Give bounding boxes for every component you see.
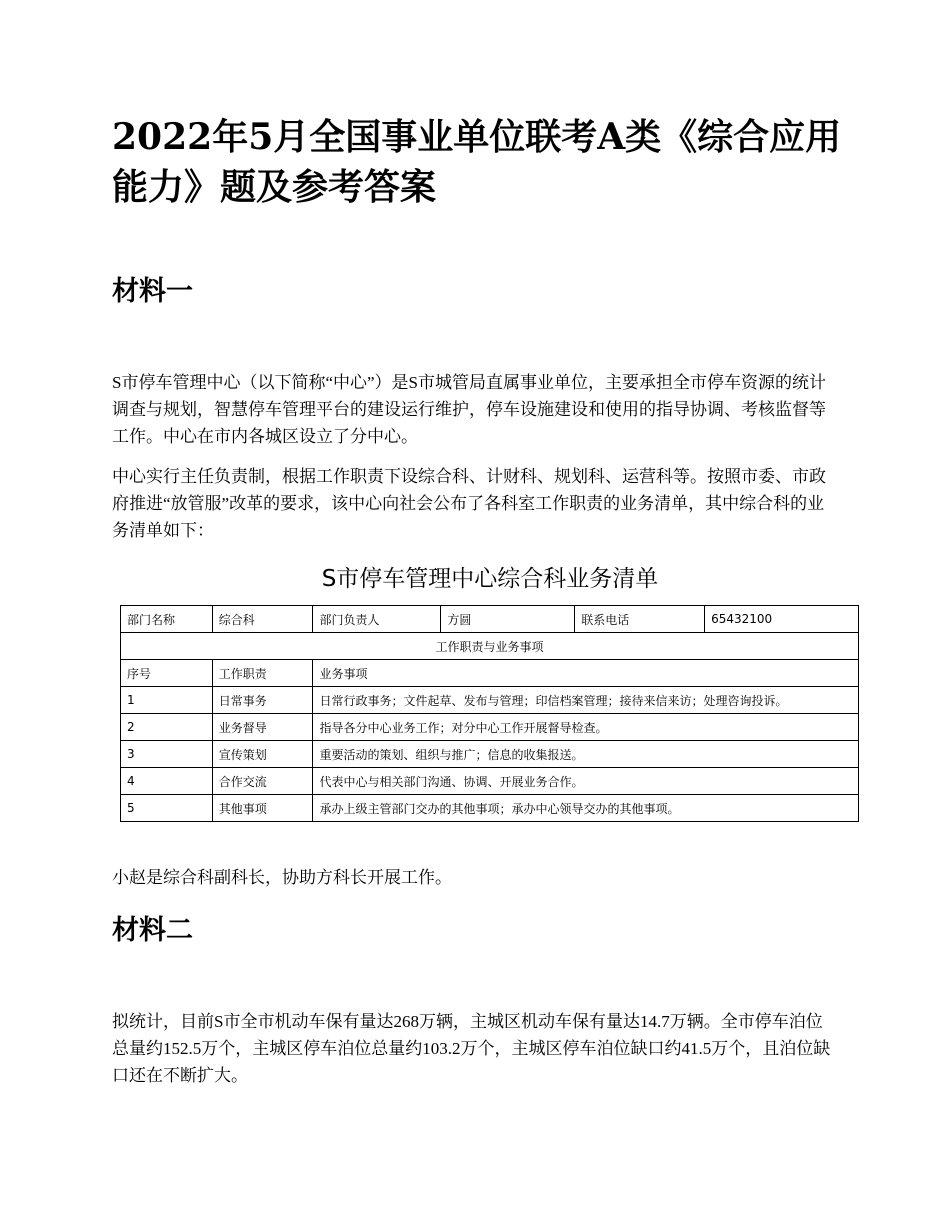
material-two-heading: 材料二 — [112, 915, 193, 946]
row-duty: 其他事项 — [212, 795, 313, 822]
material-one-paragraph-1: S市停车管理中心（以下简称“中心”）是S市城管局直属事业单位，主要承担全市停车资源的统计调查与规划，智慧停车管理平台的建设运行维护，停车设施建设和使用的指导协调、考核监督等工作。中心在市内各城区设立了分中心。 — [112, 373, 826, 446]
row-items: 指导各分中心业务工作；对分中心工作开展督导检查。 — [313, 714, 859, 741]
row-number: 5 — [121, 795, 213, 822]
row-number: 1 — [121, 687, 213, 714]
column-header: 序号 — [121, 660, 213, 687]
business-list-table — [120, 605, 859, 822]
section-title: 工作职责与业务事项 — [121, 633, 859, 660]
table-info-row — [121, 606, 859, 633]
row-duty: 宣传策划 — [212, 741, 313, 768]
row-duty: 业务督导 — [212, 714, 313, 741]
table-row — [121, 768, 859, 795]
table-row — [121, 714, 859, 741]
table-header-row — [121, 660, 859, 687]
row-items: 重要活动的策划、组织与推广；信息的收集报送。 — [313, 741, 859, 768]
row-items: 承办上级主管部门交办的其他事项；承办中心领导交办的其他事项。 — [313, 795, 859, 822]
page-title: 2022年5月全国事业单位联考A类《综合应用能力》题及参考答案 — [112, 116, 842, 208]
table-section-row — [121, 633, 859, 660]
table-row — [121, 687, 859, 714]
table-row — [121, 795, 859, 822]
table-row — [121, 741, 859, 768]
dept-head-value: 方圆 — [441, 606, 575, 633]
row-items: 日常行政事务；文件起草、发布与管理；印信档案管理；接待来信来访；处理咨询投诉。 — [313, 687, 859, 714]
material-one-heading: 材料一 — [112, 276, 193, 307]
row-duty: 日常事务 — [212, 687, 313, 714]
dept-head-label: 部门负责人 — [313, 606, 441, 633]
dept-name-label: 部门名称 — [121, 606, 213, 633]
row-number: 3 — [121, 741, 213, 768]
row-number: 4 — [121, 768, 213, 795]
material-two-paragraph-1: 拟统计，目前S市全市机动车保有量达268万辆，主城区机动车保有量达14.7万辆。全市停车泊位总量约152.5万个，主城区停车泊位总量约103.2万个，主城区停车泊位缺口约41.5万个，且泊位缺口还在不断扩大。 — [112, 1012, 831, 1085]
row-number: 2 — [121, 714, 213, 741]
row-items: 代表中心与相关部门沟通、协调、开展业务合作。 — [313, 768, 859, 795]
material-one-note: 小赵是综合科副科长，协助方科长开展工作。 — [112, 868, 452, 887]
column-header: 工作职责 — [212, 660, 313, 687]
material-one-paragraph-2: 中心实行主任负责制，根据工作职责下设综合科、计财科、规划科、运营科等。按照市委、市政府推进“放管服”改革的要求，该中心向社会公布了各科室工作职责的业务清单，其中综合科的业务清单如下： — [112, 467, 826, 540]
phone-value: 65432100 — [705, 606, 859, 633]
table-caption: S市停车管理中心综合科业务清单 — [321, 566, 659, 592]
phone-label: 联系电话 — [575, 606, 705, 633]
row-duty: 合作交流 — [212, 768, 313, 795]
column-header: 业务事项 — [313, 660, 859, 687]
dept-name-value: 综合科 — [212, 606, 313, 633]
